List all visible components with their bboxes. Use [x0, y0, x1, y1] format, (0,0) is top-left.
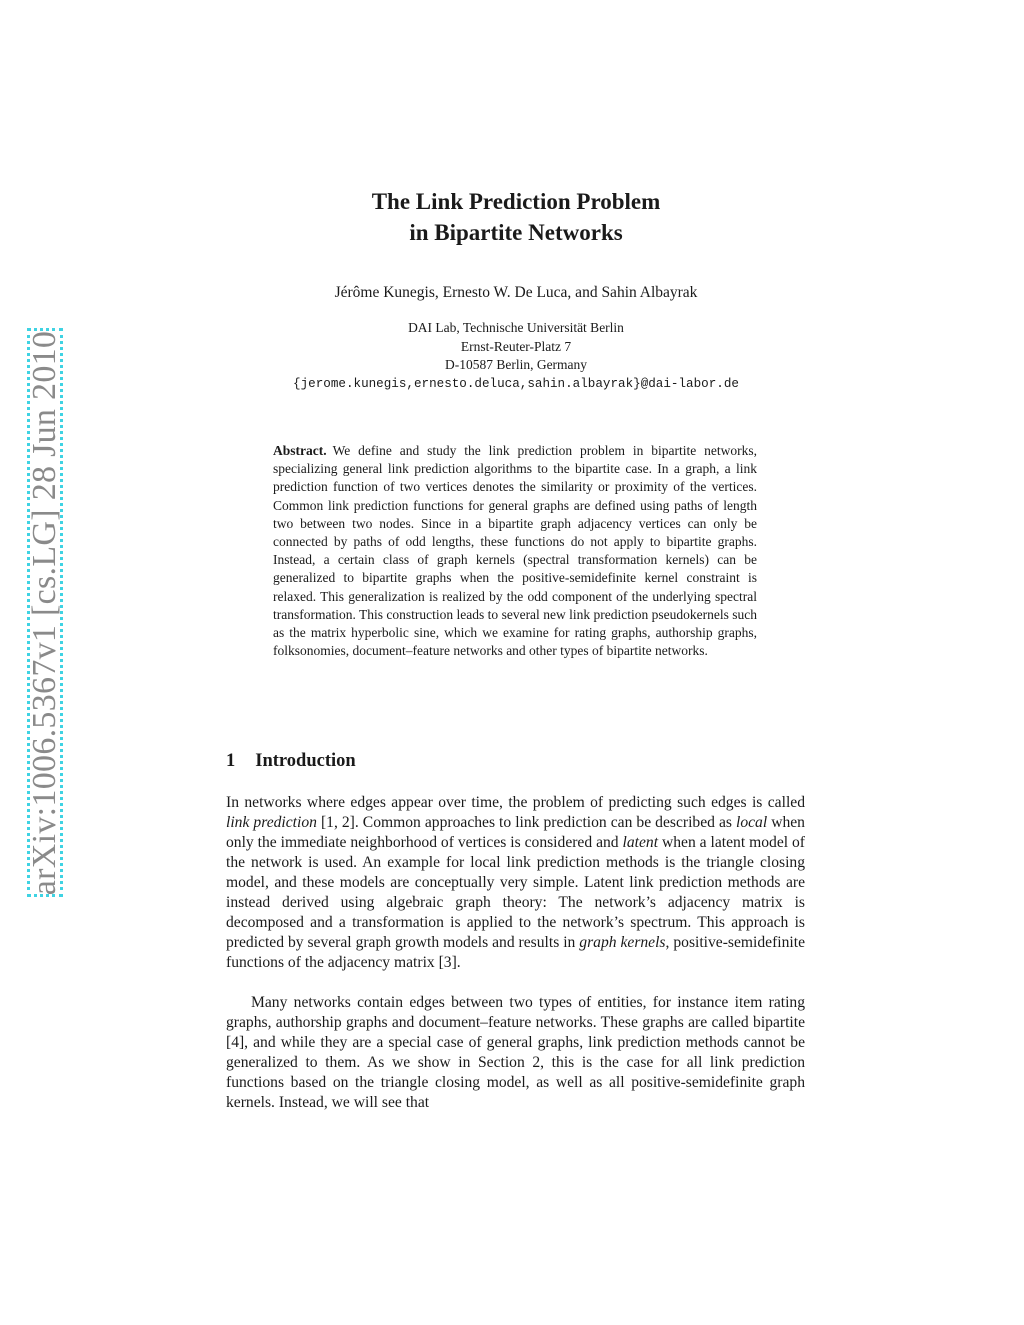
- intro-p1-text: , positive-semidefinite functions of the adjacency matrix [3].: [226, 934, 805, 971]
- author-list: Jérôme Kunegis, Ernesto W. De Luca, and Sahin Albayrak: [334, 284, 698, 301]
- arxiv-identifier-stamp: [24, 325, 66, 900]
- paper-title: [228, 186, 804, 248]
- intro-p1-text: In networks where edges appear over time, the problem of predicting such edges is called: [226, 794, 805, 811]
- section-heading: [226, 751, 356, 772]
- title-line-2: in Bipartite Networks: [409, 220, 623, 245]
- intro-p1-text: [1, 2]. Common approaches to link prediction can be described as: [316, 814, 736, 831]
- section-title: Introduction: [255, 751, 356, 771]
- affiliation-block: [228, 319, 804, 393]
- abstract-text: We define and study the link prediction problem in bipartite networks, specializing general link prediction algorithms to the bipartite case. In a graph, a link prediction function of two vertices denotes the similarity or proximity of the vertices. Common link prediction functions for general graphs are defined using paths of length two between two nodes. Since in a bipartite graph adjacency vertices can only be connected by paths of odd lengths, these functions do not apply to bipartite graphs. Instead, a certain class of graph kernels (spectral transformation kernels) can be generalized to bipartite graphs when the positive-semidefinite kernel constraint is relaxed. This generalization is realized by the odd component of the underlying spectral transformation. This construction leads to several new link prediction pseudokernels such as the matrix hyperbolic sine, which we examine for rating graphs, authorship graphs, folksonomies, document–feature networks and other types of bipartite networks.: [273, 443, 757, 659]
- intro-p1-text: when a latent model of the network is used. An example for local link prediction methods is the triangle closing model, and these models are conceptually very simple. Latent link prediction methods are instead derived using algebraic graph theory: The network’s adjacency matrix is decomposed and a transformation is applied to the network’s spectrum. This approach is predicted by several graph growth models and results in: [226, 834, 806, 951]
- title-line-1: The Link Prediction Problem: [371, 189, 661, 214]
- intro-p1-text: when only the immediate neighborhood of vertices is considered and: [226, 814, 805, 851]
- affiliation-street: Ernst-Reuter-Platz 7: [460, 338, 572, 354]
- abstract: [273, 442, 757, 660]
- section-number: 1: [226, 751, 236, 771]
- term-link-prediction: link prediction: [226, 814, 317, 831]
- affiliation-lab: DAI Lab, Technische Universität Berlin: [408, 320, 624, 335]
- affiliation-city: D-10587 Berlin, Germany: [444, 357, 588, 372]
- intro-paragraph-1: [226, 793, 805, 973]
- term-local: local: [735, 814, 768, 831]
- term-latent: latent: [622, 834, 659, 851]
- affiliation-email: {jerome.kunegis,ernesto.deluca,sahin.albayrak}@dai-labor.de: [293, 376, 739, 391]
- abstract-label: Abstract.: [273, 443, 327, 458]
- arxiv-identifier-text: arXiv:1006.5367v1 [cs.LG] 28 Jun 2010: [26, 330, 64, 895]
- intro-paragraph-2: Many networks contain edges between two types of entities, for instance item rating graphs, authorship graphs and document–feature networks. These graphs are called bipartite [4], and while they are a special case of general graphs, link prediction methods cannot be generalized to them. As we show in Section 2, this is the case for all link prediction functions based on the triangle closing model, as well as all positive-semidefinite graph kernels. Instead, we will see that: [226, 994, 805, 1111]
- term-graph-kernels: graph kernels: [579, 934, 666, 951]
